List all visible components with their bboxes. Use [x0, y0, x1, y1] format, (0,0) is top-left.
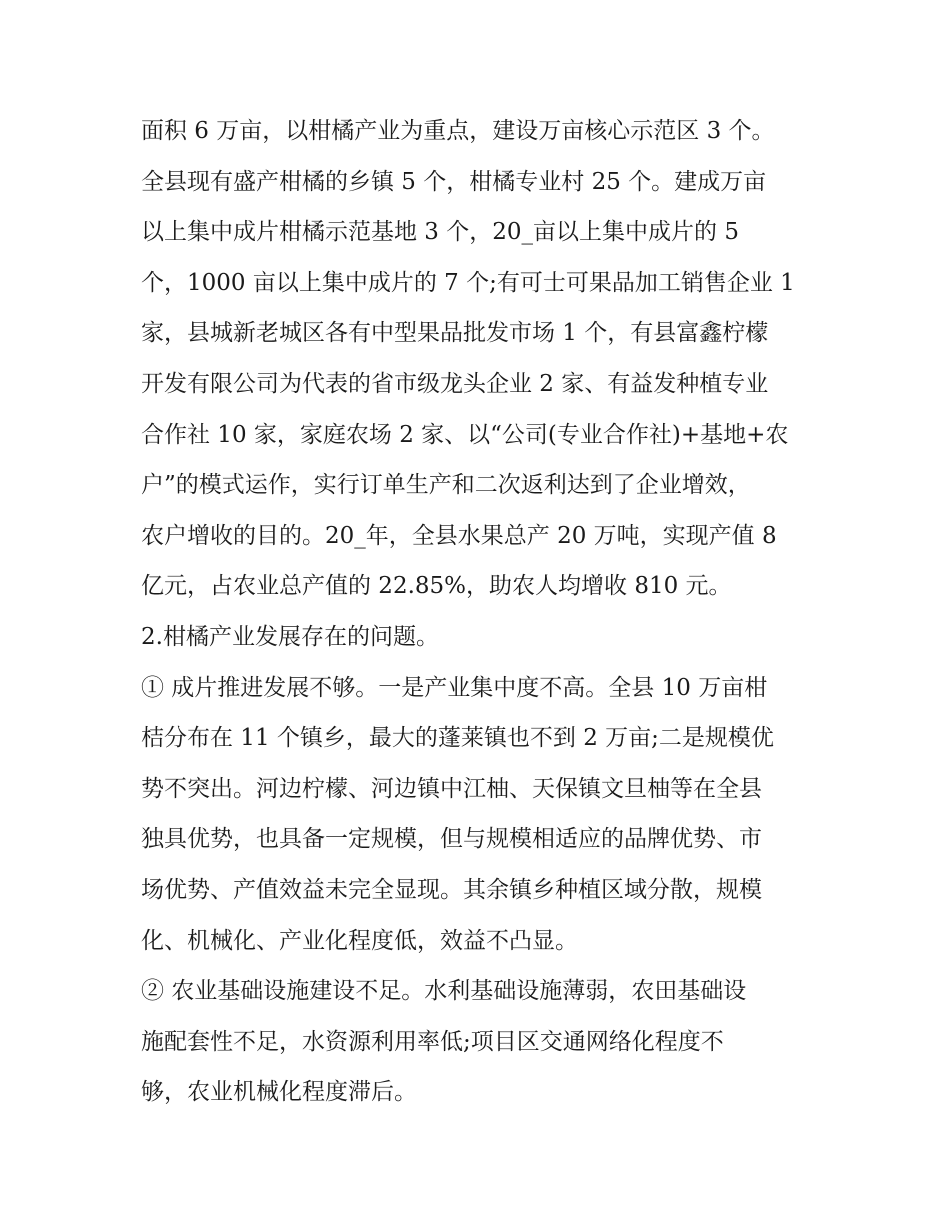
text-line: 亿元，占农业总产值的 22.85%，助农人均增收 810 元。: [141, 573, 732, 600]
text-line: 化、机械化、产业化程度低，效益不凸显。: [141, 927, 578, 954]
text-line: 桔分布在 11 个镇乡，最大的蓬莱镇也不到 2 万亩;二是规模优: [141, 725, 774, 752]
document-body: [141, 106, 831, 1118]
text-line: 全县现有盛产柑橘的乡镇 5 个，柑橘专业村 25 个。建成万亩: [141, 168, 767, 195]
text-line: ① 成片推进发展不够。一是产业集中度不高。全县 10 万亩柑: [141, 674, 768, 701]
text-line: 开发有限公司为代表的省市级龙头企业 2 家、有益发种植专业: [141, 370, 769, 397]
text-line: 施配套性不足，水资源利用率低;项目区交通网络化程度不: [141, 1028, 724, 1055]
text-line: 个，1000 亩以上集中成片的 7 个;有可士可果品加工销售企业 1: [141, 269, 795, 296]
text-line: 农户增收的目的。20_年，全县水果总产 20 万吨，实现产值 8: [141, 522, 777, 549]
text-line: 场优势、产值效益未完全显现。其余镇乡种植区域分散，规模: [141, 876, 762, 903]
text-line: 以上集中成片柑橘示范基地 3 个，20_亩以上集中成片的 5: [141, 219, 739, 246]
text-line: 户”的模式运作，实行订单生产和二次返利达到了企业增效，: [141, 472, 751, 499]
text-line: 面积 6 万亩，以柑橘产业为重点，建设万亩核心示范区 3 个。: [141, 118, 775, 144]
section-heading: 2.柑橘产业发展存在的问题。: [141, 623, 439, 650]
text-line: 够，农业机械化程度滞后。: [141, 1079, 417, 1106]
text-line: ② 农业基础设施建设不足。水利基础设施薄弱，农田基础设: [141, 978, 747, 1005]
text-line: 家，县城新老城区各有中型果品批发市场 1 个，有县富鑫柠檬: [141, 320, 769, 347]
text-line: 独具优势，也具备一定规模，但与规模相适应的品牌优势、市: [141, 826, 762, 853]
text-line: 势不突出。河边柠檬、河边镇中江柚、天保镇文旦柚等在全县: [141, 775, 762, 802]
text-line: 合作社 10 家，家庭农场 2 家、以“公司(专业合作社)+基地+农: [141, 421, 789, 448]
